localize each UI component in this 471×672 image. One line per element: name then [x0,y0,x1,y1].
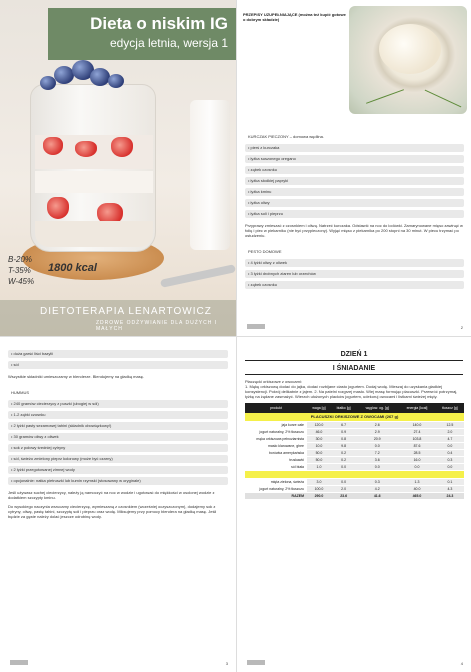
value-cell: 3.6 [356,456,398,463]
page-number: 2 [460,325,463,330]
value-cell: 7.2 [356,449,398,456]
value-cell: 4.7 [436,435,464,442]
divider [245,360,463,361]
footer-logo [247,660,265,665]
value-cell: 0.9 [331,428,356,435]
macro-fat: T-35% [8,266,31,275]
table-row [245,428,464,435]
value-cell: 0.3 [356,478,398,485]
value-cell: 0.1 [436,478,464,485]
product-cell: mąka orkiszowa pełnoziarnista [245,435,307,442]
value-cell: 24.3 [436,492,464,499]
ingredient-row: • łyżka soli i pieprzu [245,210,464,218]
value-cell: 0.3 [436,456,464,463]
value-cell: 1.3 [398,478,436,485]
blueberry-image [90,68,110,86]
col-header: produkt [245,403,307,413]
value-cell: 50.0 [307,449,331,456]
product-cell: masło klarowane, ghee [245,442,307,449]
dish-name: PLACUSZKI ORKISZOWE Z OWOCAMI (267 g) [245,413,464,421]
dish-row [245,413,464,421]
product-cell: mięta zielona, świeża [245,478,307,485]
ingredient-row: • łyżka oliwy [245,199,464,207]
table-row [245,485,464,492]
parfait-jar-image [30,84,156,252]
table-row [245,456,464,463]
value-cell: 0.2 [331,456,356,463]
day1-page [236,336,471,672]
value-cell: 20.9 [356,435,398,442]
value-cell: 2.0 [436,428,464,435]
value-cell: 30.0 [307,435,331,442]
product-cell: borówka amerykańska [245,449,307,456]
footer-logo [247,324,265,329]
value-cell: 465.0 [398,492,436,499]
value-cell: 16.0 [398,456,436,463]
ingredient-row: • sól, świeżo zmielony pieprz kolorowy (może być czarny) [8,455,228,463]
footer-logo [10,660,28,665]
ingredient-row: • ząbek czosnku [245,281,464,289]
page-number: 3 [225,661,228,666]
ingredient-row: • 3 łyżki drobnych ziaren lub orzechów [245,270,464,278]
value-cell: 290.0 [307,492,331,499]
value-cell: 140.0 [398,421,436,428]
hummus-method: Do wysokiego naczynia wrzucamy ciecierzycę, wymieszaną z czosnkiem (wcześniej oczyszczonym), dodajemy sok z cytryny, oliwę, pastę tahini, szczyptę soli i pieprzu oraz wodę. Miksujemy przy pomocy blendera na gładką masę. Jeśli będzie za gęste należy dolać jeszcze odrobinę wody. [8,504,217,519]
section-title-pesto: PESTO DOMOWE [245,248,464,256]
value-cell: 2.6 [356,421,398,428]
value-cell: 50.0 [307,456,331,463]
day-title: DZIEŃ 1 [340,351,368,358]
value-cell: 0.8 [331,435,356,442]
value-cell: 0.0 [356,463,398,470]
ingredient-row: • 30 gramów oliwy z oliwek [8,433,228,441]
ingredient-row: • sól [8,361,228,369]
product-cell: RAZEM [245,492,307,499]
meal-instructions: Płaczącki orkiszowe z owocami: 1. Mąkę orkiszową dodać do jajka, dodać rozbijane ciasto jogurtem. Dodaj wodę. Mieszaj do uzyskania gładkiej konsystencji. Pokrój delikatnie z jajem. 2. Na patelni rozgrzej masło. Wlej masę formując placuszki. Przewróć potrzymaj, łyżkę na żądane zasmażyć. Wierzch ułożonych placków jogurtem, udekoruj owocami i listkami świeżej mięty. [245,379,458,399]
spacer-cell [245,470,464,478]
product-cell: sól biała [245,463,307,470]
value-cell: 0.0 [436,442,464,449]
value-cell: 46.0 [307,428,331,435]
macros-list [8,254,34,287]
value-cell: 2.9 [356,428,398,435]
table-row [245,478,464,485]
ingredient-row: • łyżka słodkiej papryki [245,177,464,185]
ingredient-row: • duża garść liści bazylii [8,350,228,358]
value-cell: 3.0 [307,478,331,485]
value-cell: 4.2 [356,485,398,492]
supplementary-recipes-header: PRZEPISY UZUPEŁNIAJĄCE (można też kupić gotowe o dobrym składzie) [243,12,346,22]
value-cell: 0.0 [398,463,436,470]
ingredient-row: • sok z połowy średniej cytryny [8,444,228,452]
blueberry-image [108,74,124,88]
value-cell: 27.4 [398,428,436,435]
spacer-row [245,470,464,478]
value-cell: 4.3 [436,485,464,492]
value-cell: 0.0 [436,463,464,470]
ingredient-row: • pierś z kurczaka [245,144,464,152]
table-row [245,442,464,449]
cover-title: Dieta o niskim IG [90,14,228,33]
page-number: 4 [460,661,463,666]
table-row [245,421,464,428]
ingredient-row: • łyżka suszonego oregano [245,155,464,163]
recipes-page-3 [0,336,236,672]
macro-carbs: W-45% [8,277,35,286]
dish-bowl-image [379,24,441,74]
brand-name: DIETOTERAPIA LENARTOWICZ [40,306,212,317]
value-cell: 6.7 [331,421,356,428]
value-cell: 0.4 [436,449,464,456]
product-cell: truskawki [245,456,307,463]
meal-title: I ŚNIADANIE [332,365,376,372]
value-cell: 0.0 [356,442,398,449]
milk-glass-image [190,100,230,250]
value-cell: 100.0 [307,485,331,492]
value-cell: 1.0 [307,463,331,470]
col-header: waga [g] [307,403,331,413]
macro-protein: B-20% [8,255,33,264]
value-cell: 120.0 [307,421,331,428]
ingredient-row: • 4 łyżki oliwy z oliwek [245,259,464,267]
table-header-row [245,403,464,413]
value-cell: 0.0 [331,478,356,485]
recipes-page-2 [236,0,471,336]
product-cell: jogurt naturalny, 2% tłuszczu [245,485,307,492]
section-title-chicken: KURCZAK PIECZONY – domowa wędlina. [245,133,464,141]
ingredient-row: • łyżka kminu [245,188,464,196]
hummus-note: Jeśli używasz suchej ciecierzycy, należy ją namoczyć na noc w wodzie i ugotować do miękkości w osolonej wodzie z dodatkiem szczypty kminu. [8,490,215,500]
value-cell: 2.0 [331,485,356,492]
chicken-method: Przyprawy zmieszać z czosnkiem i oliwą. Natrzeć kurczaka. Odstawić na noc do lodówki. Zamarynowane mięso zawinąć w folię i piec w piekarniku (nie być przypieczony). Wyjąć mięso z piekarnika po 200 stopni na 30 minut. W piecu trzymać po ostudzeniu. [245,223,463,238]
calorie-label: 1800 kcal [48,262,97,274]
value-cell: 12.5 [436,421,464,428]
cover-subtitle: edycja letnia, wersja 1 [109,36,228,50]
col-header: energia [kcal] [398,403,436,413]
value-cell: 0.0 [331,463,356,470]
section-title-hummus: HUMMUS [8,389,228,397]
blueberry-image [40,76,56,90]
product-cell: jogurt naturalny, 2% tłuszczu [245,428,307,435]
ingredient-row: • 2 łyżki przegotowanej zimnej wody [8,466,228,474]
table-row [245,449,464,456]
value-cell: 23.6 [331,492,356,499]
pesto-method: Wszystkie składniki umieszczamy w blenderze. Blendujemy na gładką masę. [8,374,145,379]
blueberry-image [54,66,74,84]
cover-title-box [48,8,236,60]
table-row [245,463,464,470]
ingredient-row: • 2 łyżki pasty sezamowej tahini (składnik obowiązkowy!) [8,422,228,430]
value-cell: 103.8 [398,435,436,442]
value-cell: 10.0 [307,442,331,449]
value-cell: 9.8 [331,442,356,449]
col-header: białko [g] [331,403,356,413]
value-cell: 28.5 [398,449,436,456]
divider [245,374,463,375]
product-cell: jaja kurze całe [245,421,307,428]
brand-tagline: ZDROWE ODŻYWIANIE DLA DUŻYCH I MAŁYCH [96,320,218,332]
ingredient-row: • opcjonalnie: natka pietruszki lub kumin rzymski (stosowany w oryginale) [8,477,228,485]
ingredient-row: • 240 gramów ciecierzycy z puszki (ubogiej w sól) [8,400,228,408]
value-cell: 40.0 [398,485,436,492]
nutrition-table [245,403,464,500]
value-cell: 0.2 [331,449,356,456]
value-cell: 41.6 [356,492,398,499]
table-row [245,435,464,442]
col-header: tłuszcz [g] [436,403,464,413]
value-cell: 87.6 [398,442,436,449]
ingredient-row: • 1-2 ząbki czosnku [8,411,228,419]
sum-row [245,492,464,499]
cover-page [0,0,236,336]
ingredient-row: • ząbek czosnku [245,166,464,174]
col-header: węglow. og. [g] [356,403,398,413]
